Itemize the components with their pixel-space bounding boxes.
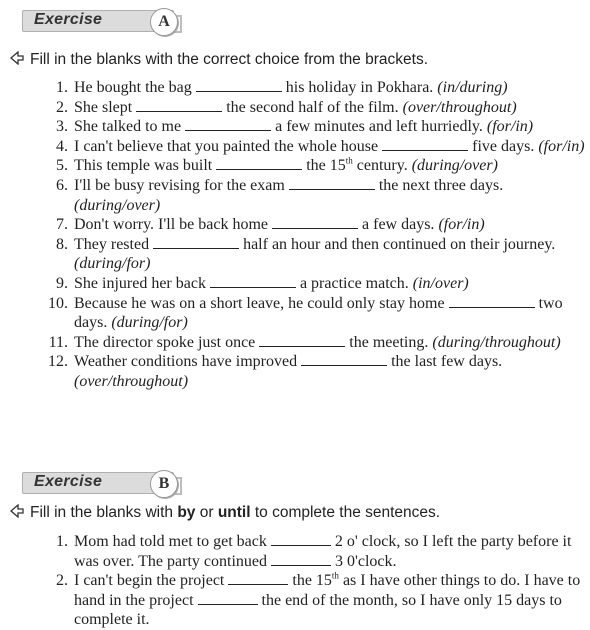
answer-blank[interactable] bbox=[228, 571, 288, 585]
list-item: 2. She slept the second half of the film. (over/throughout) bbox=[56, 98, 517, 116]
exercise-a-title: Exercise bbox=[34, 11, 103, 28]
list-item: 6. I'll be busy revising for the exam the next three days. (during/over) bbox=[56, 176, 504, 214]
answer-blank[interactable] bbox=[216, 156, 302, 170]
list-item: 1. He bought the bag his holiday in Pokhara. (in/during) bbox=[56, 79, 508, 96]
exercise-b-instruction: Fill in the blanks with by or until to complete the sentences. bbox=[10, 503, 440, 522]
answer-blank[interactable] bbox=[272, 215, 358, 229]
answer-blank[interactable] bbox=[449, 294, 535, 308]
answer-blank[interactable] bbox=[196, 78, 282, 92]
answer-blank[interactable] bbox=[271, 532, 331, 546]
list-item: 4. I can't believe that you painted the whole house five days. (for/in) bbox=[56, 137, 585, 155]
keyword-by: by bbox=[177, 504, 196, 521]
list-item: 7. Don't worry. I'll be back home a few days. (for/in) bbox=[56, 216, 485, 234]
exercise-b-list bbox=[44, 532, 588, 630]
answer-blank[interactable] bbox=[271, 552, 331, 566]
keyword-until: until bbox=[217, 504, 251, 521]
answer-blank[interactable] bbox=[136, 98, 222, 112]
exercise-a-instruction bbox=[10, 50, 428, 69]
exercise-a-list bbox=[44, 78, 588, 392]
list-item: 9. She injured her back a practice match. (in/over) bbox=[56, 274, 469, 292]
answer-blank[interactable] bbox=[259, 333, 345, 347]
answer-blank[interactable] bbox=[153, 235, 239, 249]
answer-blank[interactable] bbox=[382, 137, 468, 151]
answer-blank[interactable] bbox=[289, 176, 375, 190]
list-item: 2. I can't begin the project the 15th as I have other things to do. I have to hand in the project the end of the month, so I have only 15 days to complete it. bbox=[56, 570, 581, 629]
exercise-a-letter: A bbox=[150, 8, 178, 36]
answer-blank[interactable] bbox=[198, 591, 258, 605]
list-item: 3. She talked to me a few minutes and left hurriedly. (for/in) bbox=[56, 118, 534, 136]
exercise-a-instruction-text: Fill in the blanks with the correct choice from the brackets. bbox=[30, 51, 428, 68]
exercise-b-letter: B bbox=[150, 470, 178, 498]
list-item: 5. This temple was built the 15th century. (during/over) bbox=[56, 156, 498, 175]
list-item: 8. They rested half an hour and then continued on their journey. (during/for) bbox=[56, 235, 556, 273]
exercise-b-header bbox=[22, 470, 180, 496]
answer-blank[interactable] bbox=[185, 117, 271, 131]
exercise-a-header bbox=[22, 8, 180, 34]
double-arrow-icon bbox=[10, 504, 24, 518]
list-item: 12. Weather conditions have improved the last few days. (over/throughout) bbox=[48, 353, 503, 390]
answer-blank[interactable] bbox=[210, 274, 296, 288]
double-arrow-icon bbox=[10, 51, 24, 65]
answer-blank[interactable] bbox=[301, 352, 387, 366]
exercise-b-title: Exercise bbox=[34, 473, 103, 490]
list-item: 11. The director spoke just once the meeting. (during/throughout) bbox=[48, 333, 561, 351]
list-item: 1. Mom had told met to get back 2 o' clock, so I left the party before it was over. The party continued 3 0'clock. bbox=[56, 533, 572, 570]
list-item: 10. Because he was on a short leave, he could only stay home two days. (during/for) bbox=[48, 294, 563, 332]
